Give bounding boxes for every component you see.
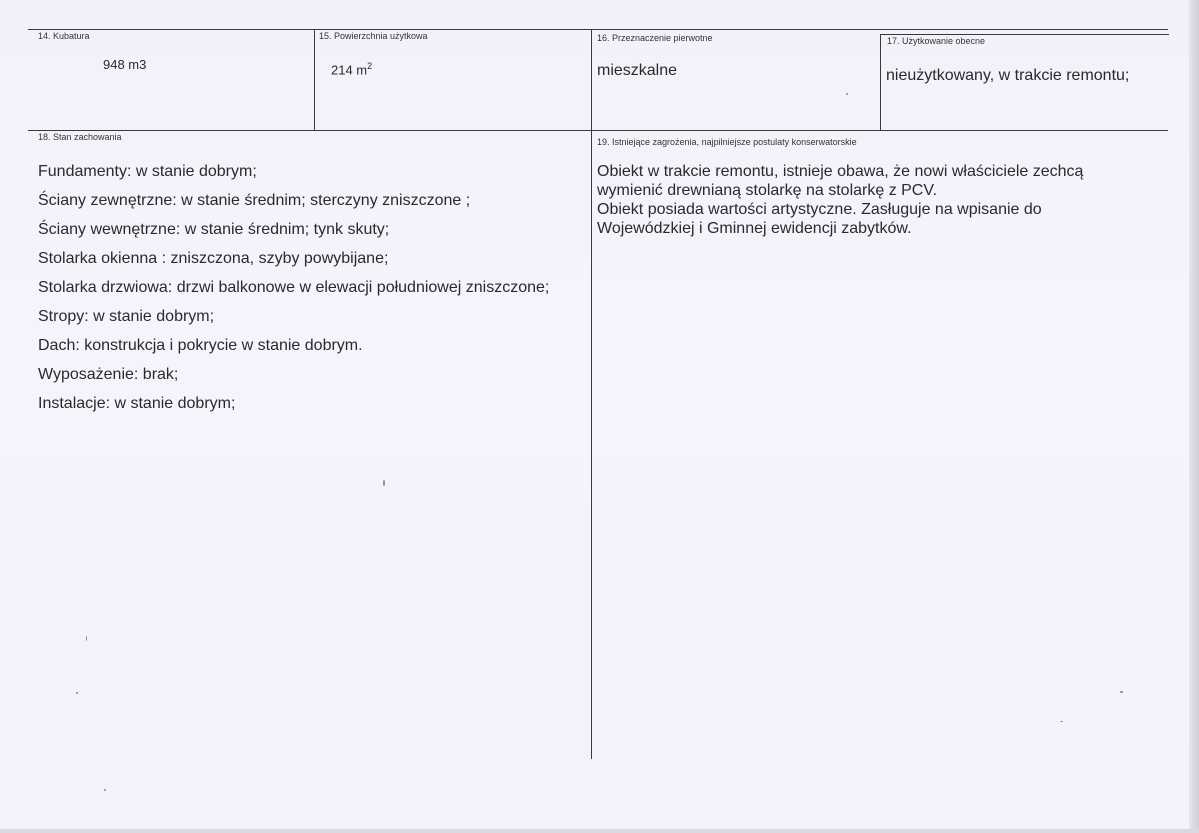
field-18-label: 18. Stan zachowania bbox=[38, 132, 122, 142]
paper-edge-bottom bbox=[0, 829, 1199, 833]
threats-line: wymienić drewnianą stolarkę na stolarkę z PCV. bbox=[597, 182, 938, 199]
divider-16-17 bbox=[880, 34, 881, 131]
scan-speck bbox=[86, 636, 87, 641]
field-16-value: mieszkalne bbox=[597, 62, 678, 79]
scan-speck bbox=[1120, 691, 1123, 693]
threats-line: Obiekt w trakcie remontu, istnieje obawa, że nowi właściciele zechcą bbox=[597, 163, 1084, 180]
scan-speck bbox=[76, 692, 78, 694]
paper-edge-right bbox=[1189, 0, 1199, 833]
field-19-label: 19. Istniejące zagrożenia, najpilniejsze postulaty konserwatorskie bbox=[597, 137, 857, 147]
scan-speck bbox=[1060, 721, 1063, 722]
condition-item: Stolarka okienna : zniszczona, szyby powybijane; bbox=[38, 250, 389, 267]
mid-rule bbox=[28, 130, 1168, 131]
field-15-value bbox=[331, 61, 372, 77]
field-17-value: nieużytkowany, w trakcie remontu; bbox=[886, 67, 1130, 84]
threats-line: Wojewódzkiej i Gminnej ewidencji zabytków. bbox=[597, 220, 912, 237]
condition-item: Dach: konstrukcja i pokrycie w stanie dobrym. bbox=[38, 337, 363, 354]
top-rule-right bbox=[880, 34, 1169, 35]
condition-item: Ściany zewnętrzne: w stanie średnim; sterczyny zniszczone ; bbox=[38, 192, 471, 209]
condition-item: Wyposażenie: brak; bbox=[38, 366, 179, 383]
field-15-exponent: 2 bbox=[367, 61, 373, 71]
field-17-label: 17. Użytkowanie obecne bbox=[887, 36, 986, 46]
threats-text bbox=[597, 162, 1083, 238]
field-14-value: 948 m3 bbox=[103, 57, 147, 72]
condition-item: Fundamenty: w stanie dobrym; bbox=[38, 163, 257, 180]
condition-item: Instalacje: w stanie dobrym; bbox=[38, 395, 236, 412]
condition-item: Ściany wewnętrzne: w stanie średnim; tynk skuty; bbox=[38, 221, 390, 238]
field-16-label: 16. Przeznaczenie pierwotne bbox=[597, 33, 713, 43]
field-14-label: 14. Kubatura bbox=[38, 31, 90, 41]
top-rule bbox=[28, 29, 1168, 30]
condition-item: Stropy: w stanie dobrym; bbox=[38, 308, 215, 325]
scan-speck bbox=[383, 480, 385, 486]
scan-speck bbox=[846, 93, 848, 95]
condition-item: Stolarka drzwiowa: drzwi balkonowe w elewacji południowej zniszczone; bbox=[38, 279, 550, 296]
field-15-number: 214 m bbox=[331, 62, 368, 78]
condition-list bbox=[38, 162, 549, 423]
divider-14-15 bbox=[314, 29, 315, 131]
field-15-label: 15. Powierzchnia użytkowa bbox=[319, 31, 428, 41]
divider-main bbox=[591, 29, 592, 759]
scan-speck bbox=[104, 789, 106, 791]
threats-line: Obiekt posiada wartości artystyczne. Zasługuje na wpisanie do bbox=[597, 201, 1042, 218]
